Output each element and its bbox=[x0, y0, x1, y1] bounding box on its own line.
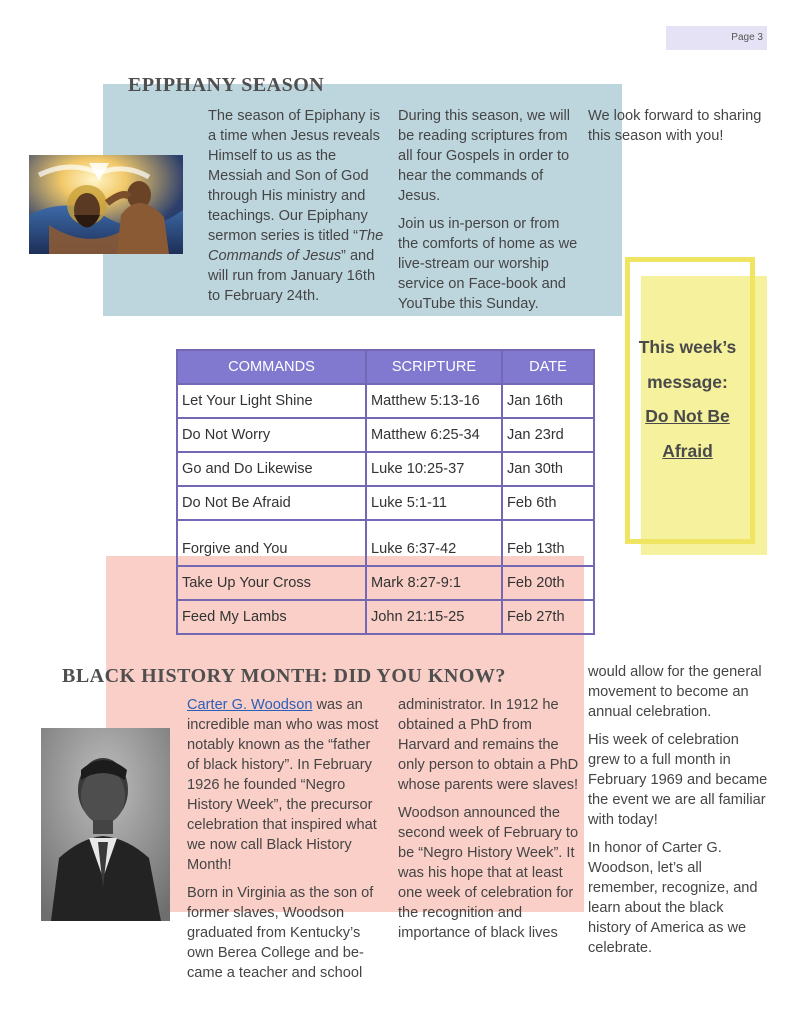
table-row: Go and Do Likewise Luke 10:25-37 Jan 30th bbox=[177, 452, 594, 486]
black-history-col-1: Carter G. Woodson was an incredible man who was most notably known as the “father of black history”. In February 1926 he founded “Negro History Week”, the precursor celebration that inspired what we now call Black History Month! Born in Virginia as the son of former slaves, Woodson graduated from Kentucky’s own Berea College and be-came a teacher and school bbox=[187, 697, 379, 981]
commands-table bbox=[176, 349, 595, 635]
table-row: Feed My Lambs John 21:15-25 Feb 27th bbox=[177, 600, 594, 634]
header-date: DATE bbox=[502, 350, 594, 384]
header-commands: COMMANDS bbox=[177, 350, 366, 384]
epiphany-heading: EPIPHANY SEASON bbox=[128, 74, 325, 96]
table-row: Do Not Be Afraid Luke 5:1-11 Feb 6th bbox=[177, 486, 594, 520]
epiphany-col-1: The season of Epiphany is a time when Jesus reveals Himself to us as the Messiah and Son of God through His ministry and teachings. Our Epiphany sermon series is titled “The Commands of Jesus” and will run from January 16th to February 24th. bbox=[208, 108, 384, 304]
woodson-portrait bbox=[41, 728, 170, 921]
black-history-col-3: would allow for the general movement to become an annual celebration. His week of celebration grew to a full month in February 1969 and became the event we are all familiar with today! In honor of Carter G. Woodson, let’s all remember, recognize, and learn about the black history of America as we celebrate. bbox=[588, 664, 768, 956]
epiphany-col-3: We look forward to sharing this season with you! bbox=[588, 108, 762, 144]
message-label: This week’s message: bbox=[638, 337, 737, 392]
table-row: Do Not Worry Matthew 6:25-34 Jan 23rd bbox=[177, 418, 594, 452]
epiphany-col-2: During this season, we will be reading scriptures from all four Gospels in order to hear the commands of Jesus. Join us in-person or from the comforts of home as we live-stream our worship service on Face-book and YouTube this Sunday. bbox=[398, 108, 578, 312]
header-scripture: SCRIPTURE bbox=[366, 350, 502, 384]
baptism-painting bbox=[29, 155, 183, 254]
black-history-heading: BLACK HISTORY MONTH: DID YOU KNOW? bbox=[62, 665, 506, 687]
page-number: Page 3 bbox=[731, 32, 763, 43]
weekly-message bbox=[630, 330, 745, 468]
message-title[interactable]: Do Not Be Afraid bbox=[645, 406, 730, 461]
black-history-col-2: administrator. In 1912 he obtained a PhD from Harvard and remains the only person to obtain a PhD whose parents were slaves! Woodson announced the second week of February to be “Negro History Week”. It was his hope that at least one week of celebration for the recognition and importance of black lives bbox=[398, 697, 579, 941]
table-row: Let Your Light Shine Matthew 5:13-16 Jan 16th bbox=[177, 384, 594, 418]
table-header bbox=[177, 350, 594, 384]
table-row: Forgive and You Luke 6:37-42 Feb 13th bbox=[177, 520, 594, 566]
table-row: Take Up Your Cross Mark 8:27-9:1 Feb 20th bbox=[177, 566, 594, 600]
carter-woodson-link[interactable]: Carter G. Woodson bbox=[187, 697, 313, 713]
series-title: The Commands of Jesus bbox=[208, 228, 384, 264]
